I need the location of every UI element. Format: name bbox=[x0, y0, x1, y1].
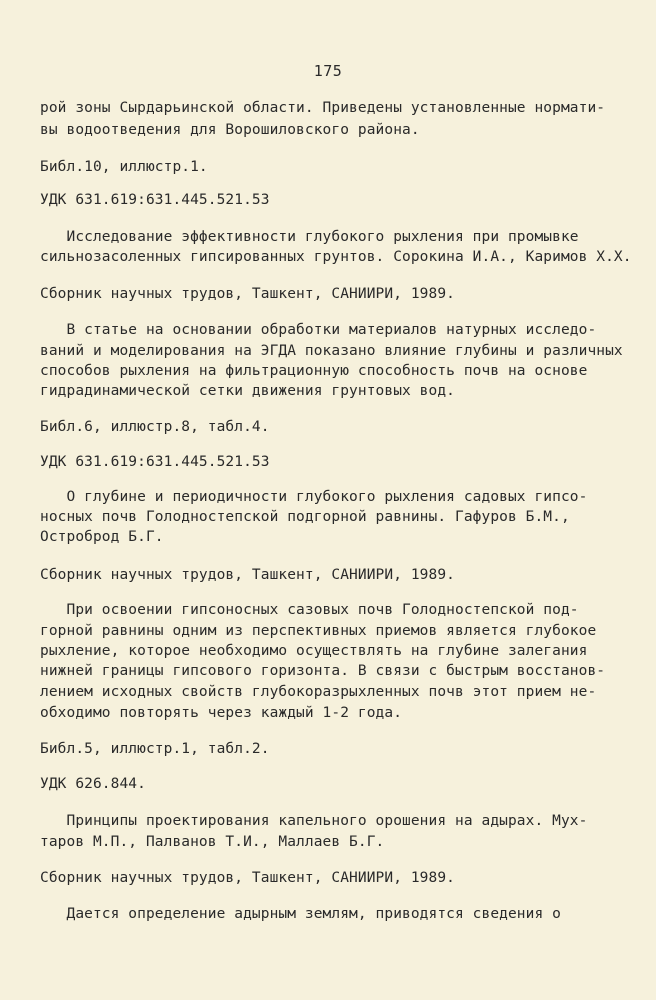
abstract-line: нижней границы гипсового горизонта. В связи с быстрым восстанов- bbox=[40, 663, 606, 679]
page-number: 175 bbox=[313, 62, 343, 80]
abstract-line: обходимо повторять через каждый 1-2 года. bbox=[40, 705, 403, 721]
bibliography-line: Библ.10, иллюстр.1. bbox=[40, 159, 208, 175]
abstract-line: горной равнины одним из перспективных приемов является глубокое bbox=[40, 623, 597, 639]
article-title-line: таров М.П., Палванов Т.И., Маллаев Б.Г. bbox=[40, 834, 385, 850]
article-title-line: сильнозасоленных гипсированных грунтов. Сорокина И.А., Каримов Х.Х. bbox=[40, 249, 632, 265]
article-title-line: носных почв Голодностепской подгорной равнины. Гафуров Б.М., bbox=[40, 509, 570, 525]
udc-code: УДК 631.619:631.445.521.53 bbox=[40, 192, 270, 208]
text-line: вы водоотведения для Ворошиловского района. bbox=[40, 122, 420, 138]
bibliography-line: Библ.5, иллюстр.1, табл.2. bbox=[40, 741, 270, 757]
source-line: Сборник научных трудов, Ташкент, САНИИРИ, 1989. bbox=[40, 567, 455, 583]
udc-code: УДК 626.844. bbox=[40, 776, 146, 792]
abstract-line: ваний и моделирования на ЭГДА показано влияние глубины и различных bbox=[40, 343, 623, 359]
abstract-line: В статье на основании обработки материалов натурных исследо- bbox=[40, 322, 597, 338]
abstract-line: лением исходных свойств глубокоразрыхленных почв этот прием не- bbox=[40, 684, 597, 700]
abstract-line: рыхление, которое необходимо осуществлять на глубине залегания bbox=[40, 643, 588, 659]
udc-code: УДК 631.619:631.445.521.53 bbox=[40, 454, 270, 470]
article-title-line: Принципы проектирования капельного орошения на адырах. Мух- bbox=[40, 813, 588, 829]
text-line: рой зоны Сырдарьинской области. Приведены установленные нормати- bbox=[40, 100, 606, 116]
article-title-line: Исследование эффективности глубокого рыхления при промывке bbox=[40, 229, 579, 245]
bibliography-line: Библ.6, иллюстр.8, табл.4. bbox=[40, 419, 270, 435]
abstract-line: способов рыхления на фильтрационную способность почв на основе bbox=[40, 363, 588, 379]
article-title-line: Остроброд Б.Г. bbox=[40, 529, 164, 545]
abstract-line: Дается определение адырным землям, приводятся сведения о bbox=[40, 906, 561, 922]
article-title-line: О глубине и периодичности глубокого рыхления садовых гипсо- bbox=[40, 489, 588, 505]
source-line: Сборник научных трудов, Ташкент, САНИИРИ, 1989. bbox=[40, 870, 455, 886]
abstract-line: При освоении гипсоносных сазовых почв Голодностепской под- bbox=[40, 602, 579, 618]
abstract-line: гидрадинамической сетки движения грунтовых вод. bbox=[40, 383, 455, 399]
source-line: Сборник научных трудов, Ташкент, САНИИРИ, 1989. bbox=[40, 286, 455, 302]
